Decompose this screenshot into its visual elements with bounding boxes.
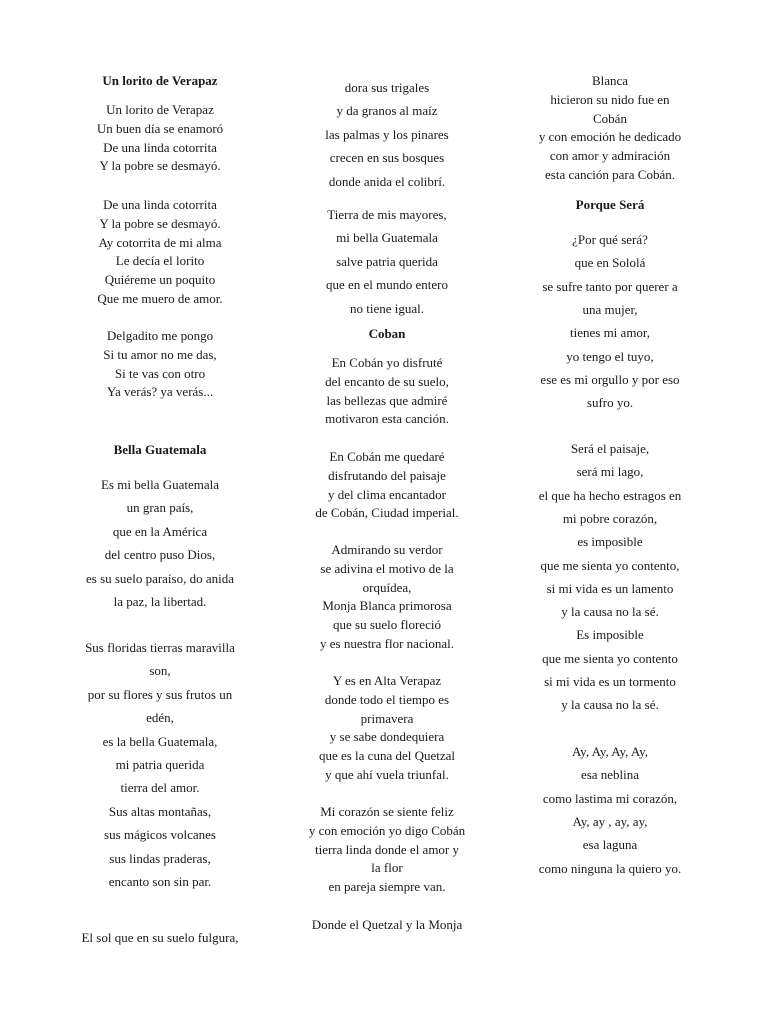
lyric-line: y con emoción yo digo Cobán bbox=[308, 822, 466, 838]
lyric-line: salve patria querida bbox=[336, 253, 438, 269]
lyric-line: es la bella Guatemala, bbox=[102, 733, 218, 749]
lyric-line: por su flores y sus frutos un bbox=[87, 686, 233, 702]
lyric-line: la flor bbox=[371, 860, 403, 876]
lyric-line: y la causa no la sé. bbox=[561, 604, 659, 620]
lyric-line: Si te vas con otro bbox=[114, 365, 206, 381]
lyric-line: edén, bbox=[146, 710, 174, 726]
lyric-line: Un lorito de Verapaz bbox=[106, 102, 214, 117]
lyric-line: una mujer, bbox=[582, 301, 638, 317]
lyric-line: tierra del amor. bbox=[120, 780, 200, 796]
lyric-line: ese es mi orgullo y por eso bbox=[540, 371, 680, 387]
lyric-line: ¿Por qué será? bbox=[572, 232, 648, 247]
lyric-line: y con emoción he dedicado bbox=[538, 129, 682, 145]
lyric-line: que en el mundo entero bbox=[325, 277, 448, 293]
lyric-line: esa laguna bbox=[582, 837, 638, 853]
lyric-line: Es imposible bbox=[576, 627, 644, 643]
lyric-line: Ya verás? ya verás... bbox=[106, 384, 214, 400]
lyric-line: si mi vida es un tormento bbox=[544, 674, 676, 689]
lyric-line: Ay, Ay, Ay, Ay, bbox=[571, 744, 648, 759]
lyric-line: Delgadito me pongo bbox=[106, 328, 214, 343]
lyric-line: Ay cotorrita de mi alma bbox=[98, 234, 222, 250]
lyric-line: un gran país, bbox=[126, 500, 194, 516]
lyric-line: dora sus trigales bbox=[344, 80, 430, 95]
lyric-line: Que me muero de amor. bbox=[97, 291, 223, 306]
lyric-line: será mi lago, bbox=[576, 464, 644, 480]
lyric-line: si mi vida es un lamento bbox=[546, 580, 674, 596]
lyric-line: mi bella Guatemala bbox=[336, 230, 438, 246]
lyric-line: que me sienta yo contento bbox=[542, 650, 678, 666]
lyric-line: como ninguna la quiero yo. bbox=[538, 860, 682, 876]
lyric-line: se sufre tanto por querer a bbox=[542, 278, 678, 294]
lyric-line: son, bbox=[149, 663, 171, 679]
lyric-line: donde todo el tiempo es bbox=[324, 691, 450, 707]
lyric-line: mi patria querida bbox=[115, 757, 205, 772]
lyric-line: yo tengo el tuyo, bbox=[566, 348, 654, 364]
lyric-line: y se sabe dondequiera bbox=[329, 729, 445, 745]
lyric-line: Y la pobre se desmayó. bbox=[99, 215, 221, 231]
lyric-line: De una linda cotorrita bbox=[103, 197, 217, 212]
lyric-line: Donde el Quetzal y la Monja bbox=[311, 917, 463, 932]
song-title: Porque Será bbox=[575, 197, 645, 212]
lyric-line: Si tu amor no me das, bbox=[103, 346, 217, 362]
lyric-line: esta canción para Cobán. bbox=[545, 167, 675, 182]
lyric-line: primavera bbox=[360, 710, 414, 726]
lyric-line: que es la cuna del Quetzal bbox=[318, 748, 456, 764]
lyric-line: la paz, la libertad. bbox=[113, 594, 207, 609]
lyric-line: que su suelo floreció bbox=[333, 617, 441, 633]
lyric-line: el que ha hecho estragos en bbox=[538, 487, 682, 503]
lyric-line: En Cobán yo disfruté bbox=[331, 355, 443, 370]
song-title: Bella Guatemala bbox=[113, 442, 207, 457]
lyric-line: de Cobán, Ciudad imperial. bbox=[315, 505, 459, 521]
lyric-line: motivaron esta canción. bbox=[325, 411, 449, 427]
lyric-line: Ay, ay , ay, ay, bbox=[572, 813, 648, 829]
song-title: Coban bbox=[368, 326, 406, 341]
lyric-line: sufro yo. bbox=[586, 395, 634, 411]
lyric-line: Un buen día se enamoró bbox=[96, 120, 224, 136]
lyric-line: crecen en sus bosques bbox=[329, 150, 445, 166]
lyric-line: Y la pobre se desmayó. bbox=[99, 158, 221, 174]
lyric-line: Será el paisaje, bbox=[570, 441, 650, 456]
lyric-line: y que ahí vuela triunfal. bbox=[325, 767, 449, 782]
lyric-line: las bellezas que admiré bbox=[326, 392, 448, 408]
lyric-line: del centro puso Dios, bbox=[104, 547, 216, 563]
lyric-line: Monja Blanca primorosa bbox=[322, 598, 452, 614]
lyric-line: Blanca bbox=[591, 73, 629, 88]
lyric-line: Mi corazón se siente feliz bbox=[320, 804, 454, 819]
lyric-line: no tiene igual. bbox=[349, 300, 424, 316]
lyric-line: Le decía el lorito bbox=[115, 253, 205, 269]
lyric-line: sus lindas praderas, bbox=[109, 850, 211, 866]
lyric-line: que me sienta yo contento, bbox=[540, 557, 680, 573]
lyric-line: del encanto de su suelo, bbox=[325, 373, 449, 389]
lyric-line: sus mágicos volcanes bbox=[104, 827, 216, 843]
lyric-line: Tierra de mis mayores, bbox=[327, 207, 447, 222]
lyric-line: hicieron su nido fue en bbox=[550, 91, 670, 107]
lyric-line: y la causa no la sé. bbox=[561, 697, 659, 713]
lyric-line: Sus altas montañas, bbox=[108, 803, 212, 819]
lyric-line: se adivina el motivo de la bbox=[320, 560, 454, 576]
lyric-line: que en Sololá bbox=[574, 255, 646, 271]
lyric-line: en pareja siempre van. bbox=[328, 879, 446, 895]
lyric-line: es su suelo paraíso, do anida bbox=[85, 570, 235, 586]
lyric-line: disfrutando del paisaje bbox=[328, 467, 446, 483]
lyric-line: orquídea, bbox=[362, 579, 412, 595]
lyric-line: Admirando su verdor bbox=[331, 542, 443, 557]
lyric-line: como lastima mi corazón, bbox=[542, 790, 678, 806]
lyric-line: Quiéreme un poquito bbox=[104, 272, 216, 288]
lyric-line: Cobán bbox=[593, 110, 627, 126]
lyric-line: tienes mi amor, bbox=[570, 325, 650, 341]
song-title: Un lorito de Verapaz bbox=[102, 73, 218, 88]
lyric-line: esa neblina bbox=[580, 767, 640, 783]
lyric-line: y es nuestra flor nacional. bbox=[320, 636, 454, 651]
lyric-line: que en la América bbox=[112, 523, 208, 539]
lyric-line: con amor y admiración bbox=[549, 148, 671, 164]
lyric-line: Sus floridas tierras maravilla bbox=[85, 640, 235, 655]
lyric-line: donde anida el colibrí. bbox=[328, 173, 446, 189]
lyric-line: tierra linda donde el amor y bbox=[314, 841, 460, 857]
lyric-line: y del clima encantador bbox=[327, 486, 447, 502]
lyric-line: encanto son sin par. bbox=[108, 874, 212, 889]
lyric-line: Es mi bella Guatemala bbox=[100, 477, 220, 492]
lyric-line: El sol que en su suelo fulgura, bbox=[81, 930, 239, 945]
lyric-line: mi pobre corazón, bbox=[562, 510, 658, 526]
lyric-line: y da granos al maíz bbox=[336, 103, 438, 119]
lyric-line: las palmas y los pinares bbox=[325, 126, 449, 142]
lyric-line: En Cobán me quedaré bbox=[329, 449, 445, 464]
lyric-line: De una linda cotorrita bbox=[103, 139, 217, 155]
lyric-line: Y es en Alta Verapaz bbox=[332, 673, 442, 688]
lyric-line: es imposible bbox=[577, 534, 643, 550]
